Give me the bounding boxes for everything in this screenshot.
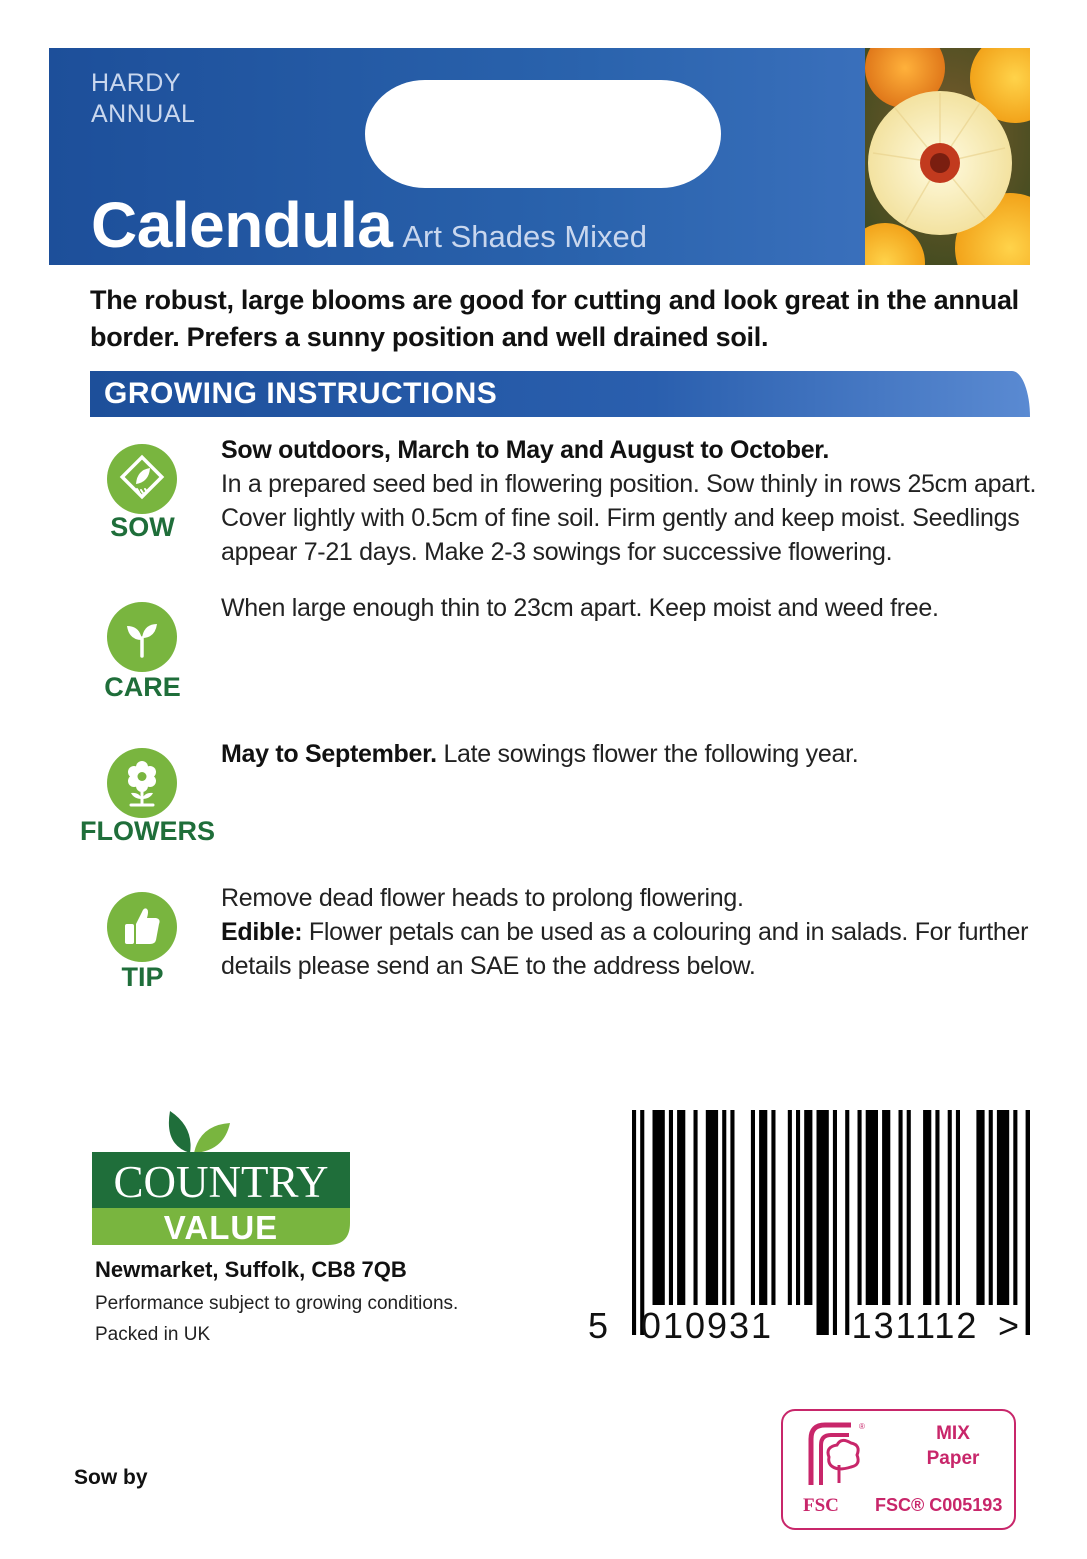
sow-lead: Sow outdoors, March to May and August to October.: [221, 436, 830, 464]
barcode-bar: [694, 1110, 698, 1305]
packed-note: Packed in UK: [95, 1324, 211, 1345]
header-banner: [49, 48, 1030, 265]
logo-value: VALUE: [163, 1209, 279, 1246]
performance-note: Performance subject to growing conditions.: [95, 1293, 459, 1314]
barcode-end-mark: >: [998, 1305, 1020, 1346]
flowers-label: FLOWERS: [80, 816, 215, 846]
tip-label: TIP: [121, 962, 164, 992]
fsc-badge: [781, 1409, 1016, 1530]
fsc-tree-icon: [805, 1419, 867, 1491]
product-title: [91, 188, 647, 262]
barcode-bar: [899, 1110, 903, 1305]
plant-type-label: [91, 68, 195, 130]
seedling-icon: [107, 602, 177, 672]
barcode-bar: [976, 1110, 984, 1305]
barcode-bar: [948, 1110, 952, 1305]
barcode-bar: [923, 1110, 931, 1305]
barcode-bar: [882, 1110, 890, 1305]
barcode-bar: [845, 1110, 849, 1335]
fsc-mix-text: [898, 1421, 1008, 1471]
barcode-bar: [956, 1110, 960, 1305]
tip-line1: Remove dead flower heads to prolong flowering.: [221, 884, 744, 912]
barcode-bar: [796, 1110, 800, 1305]
barcode-bar: [935, 1110, 939, 1305]
barcode-bar: [997, 1110, 1009, 1305]
barcode-bar: [759, 1110, 767, 1305]
logo-country: COUNTRY: [113, 1157, 329, 1207]
barcode-bar: [804, 1110, 812, 1305]
barcode-bar: [788, 1110, 792, 1305]
barcode-bar: [907, 1110, 911, 1305]
tip-lead: Edible:: [221, 918, 303, 946]
sow-by-label: Sow by: [74, 1466, 148, 1489]
barcode-bar: [1026, 1110, 1030, 1335]
barcode-bar: [989, 1110, 993, 1305]
section-title: GROWING INSTRUCTIONS: [104, 377, 498, 410]
barcode-bar: [669, 1110, 673, 1305]
care-label: CARE: [104, 672, 181, 702]
brand-address: Newmarket, Suffolk, CB8 7QB: [95, 1257, 407, 1282]
barcode-bar: [751, 1110, 755, 1305]
barcode-bar: [858, 1110, 862, 1305]
barcode-bar: [817, 1110, 829, 1335]
barcode-bar: [730, 1110, 734, 1305]
barcode-bar: [653, 1110, 665, 1305]
barcode-first-digit: 5: [588, 1305, 609, 1346]
plant-type-line1: HARDY: [91, 69, 182, 97]
product-name: Calendula: [91, 189, 393, 261]
barcode-bar: [640, 1110, 644, 1335]
flowers-text: [221, 737, 1041, 771]
barcode-bar: [866, 1110, 878, 1305]
fsc-paper: Paper: [926, 1448, 980, 1469]
svg-text:®: ®: [859, 1422, 865, 1431]
fsc-word: FSC: [803, 1495, 839, 1516]
sow-text: [221, 433, 1041, 569]
sow-body: In a prepared seed bed in flowering position. Sow thinly in rows 25cm apart. Cover lightly with 0.5cm of fine soil. Firm gently and keep moist. Seedlings appear 7-21 days. Make 2-3 sowings for successive flowering.: [221, 470, 1037, 566]
flowers-lead: May to September.: [221, 740, 437, 768]
barcode-left-digits: 010931: [640, 1305, 774, 1346]
thumbs-up-icon: [107, 892, 177, 962]
barcode-bar: [722, 1110, 726, 1305]
tip-text: [221, 881, 1041, 983]
hang-hole-cutout: [365, 80, 721, 188]
barcode-bar: [706, 1110, 718, 1305]
country-value-logo: [92, 1105, 352, 1250]
plant-type-line2: ANNUAL: [91, 100, 196, 128]
flowers-body: Late sowings flower the following year.: [436, 740, 859, 768]
flower-icon: [107, 748, 177, 818]
barcode-right-digits: 131112: [851, 1305, 979, 1346]
barcode-bar: [632, 1110, 636, 1335]
flower-photo: [865, 48, 1030, 265]
barcode-bar: [771, 1110, 775, 1305]
product-variety: Art Shades Mixed: [402, 219, 648, 254]
fsc-mix: MIX: [936, 1423, 970, 1444]
barcode-bar: [677, 1110, 685, 1305]
barcode: [580, 1110, 1030, 1350]
barcode-bar: [833, 1110, 837, 1335]
growing-instructions-bar: [90, 371, 1030, 417]
tip-body: Flower petals can be used as a colouring and in salads. For further details please send an SAE to the address below.: [221, 918, 1029, 980]
product-description: The robust, large blooms are good for cutting and look great in the annual border. Prefers a sunny position and well drained soil.: [90, 285, 1019, 352]
fsc-code: FSC® C005193: [875, 1495, 1003, 1515]
barcode-bar: [1013, 1110, 1017, 1305]
care-text: [221, 591, 1041, 625]
care-body: When large enough thin to 23cm apart. Keep moist and weed free.: [221, 594, 939, 622]
sow-label: SOW: [110, 512, 175, 542]
sow-icon: [107, 444, 177, 514]
